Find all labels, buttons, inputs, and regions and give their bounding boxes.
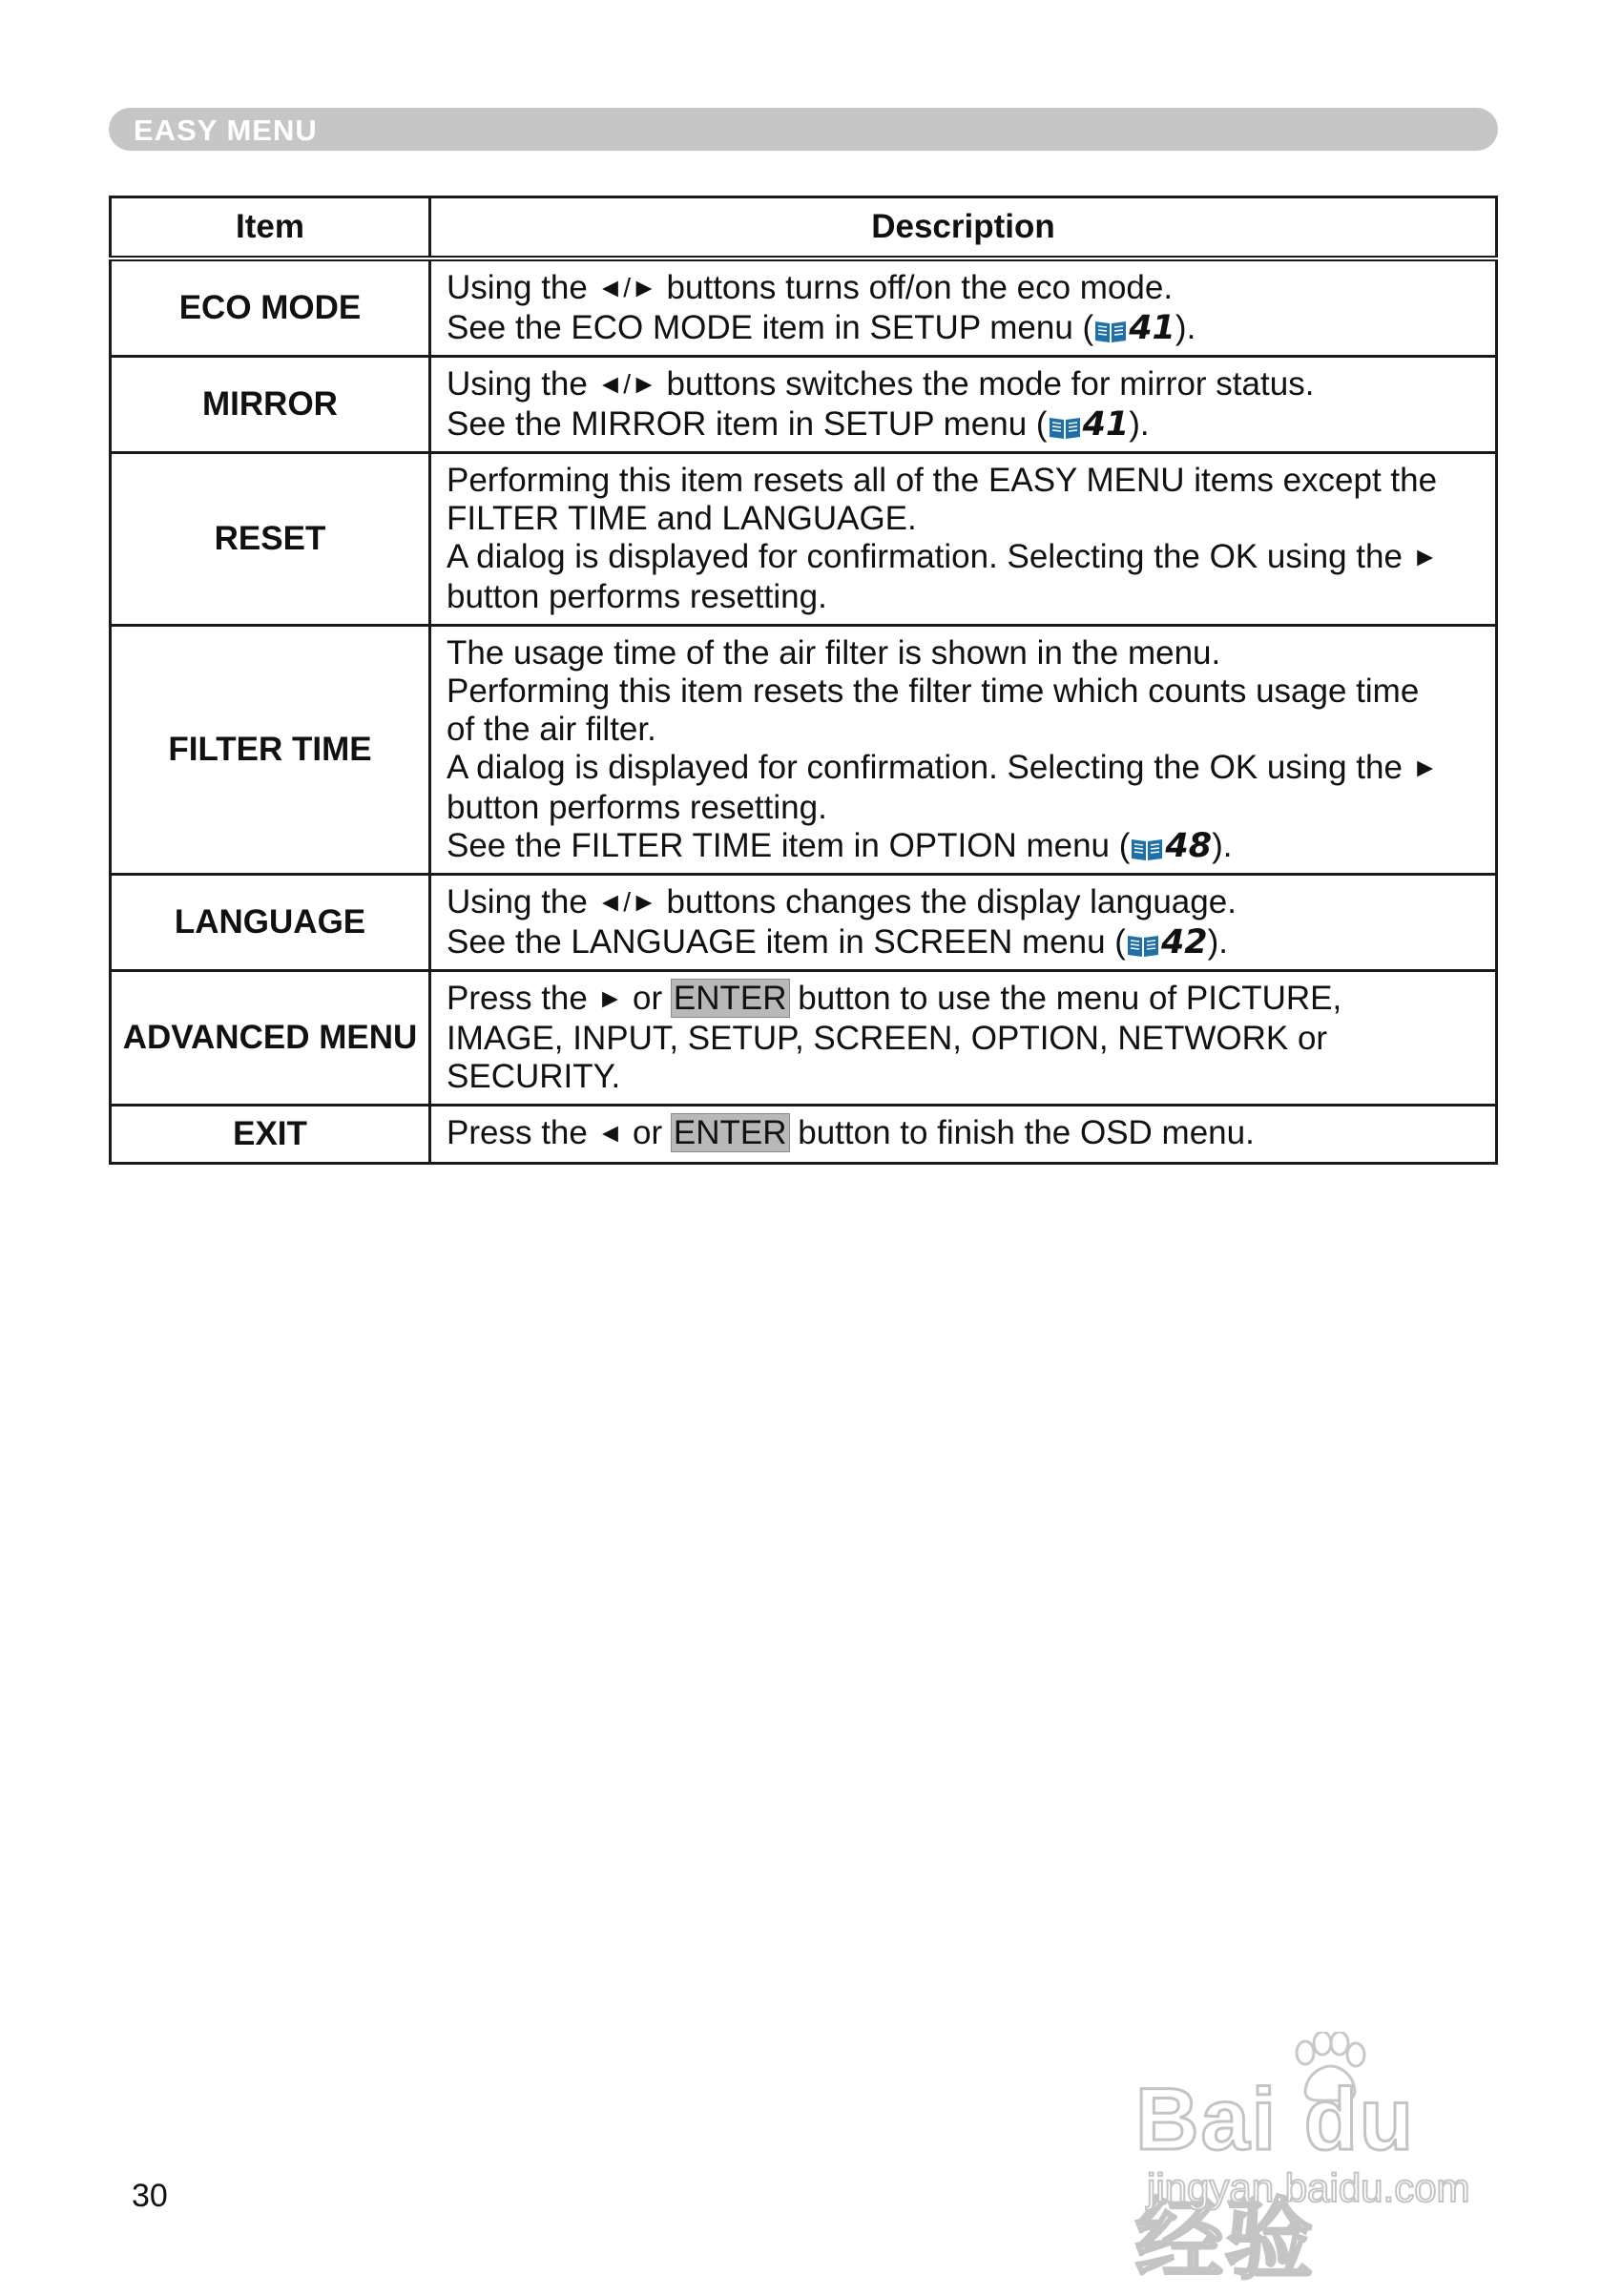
easy-menu-table (109, 196, 1498, 1165)
description-line: SECURITY. (447, 1058, 621, 1095)
baidu-watermark (1135, 2032, 1517, 2289)
manual-reference-icon (1093, 318, 1128, 344)
page-reference-number: 42 (1160, 923, 1208, 962)
arrow-button-icon: ◄/► (596, 273, 657, 302)
description-line: See the FILTER TIME item in OPTION menu ( 48). (447, 827, 1233, 865)
arrow-button-icon: ◄ (596, 1118, 624, 1148)
item-description (430, 971, 1497, 1106)
arrow-button-icon: ► (1411, 753, 1439, 782)
item-description (430, 626, 1497, 875)
description-line: See the ECO MODE item in SETUP menu ( 41). (447, 309, 1196, 347)
item-name: MIRROR (111, 357, 430, 453)
item-name: EXIT (111, 1106, 430, 1164)
enter-key-label: ENTER (673, 1114, 787, 1151)
item-name: ECO MODE (111, 259, 430, 357)
enter-key-label: ENTER (673, 980, 787, 1017)
description-line: See the LANGUAGE item in SCREEN menu ( 42). (447, 923, 1229, 962)
table-row-filter-time (111, 626, 1497, 875)
section-title: EASY MENU (134, 114, 318, 147)
manual-reference-icon (1048, 414, 1082, 441)
page-reference-number: 41 (1082, 405, 1130, 444)
description-line: Performing this item resets all of the EASY MENU items except the (447, 462, 1438, 499)
page-reference[interactable] (1093, 309, 1175, 346)
item-description (430, 453, 1497, 626)
description-line: A dialog is displayed for confirmation. Selecting the OK using the ► (447, 538, 1439, 575)
page-reference-number: 41 (1129, 309, 1175, 347)
page-reference[interactable] (1048, 405, 1130, 443)
table-body (111, 259, 1497, 1164)
item-description (430, 357, 1497, 453)
arrow-button-icon: ► (1411, 542, 1439, 571)
description-line: of the air filter. (447, 711, 656, 748)
description-line: Using the ◄/► buttons changes the display language. (447, 883, 1237, 920)
description-line: The usage time of the air filter is shown in the menu. (447, 634, 1221, 672)
page-reference[interactable] (1126, 923, 1208, 961)
item-name: LANGUAGE (111, 875, 430, 971)
column-header-item: Item (111, 197, 430, 259)
table-row-exit (111, 1106, 1497, 1164)
item-description (430, 259, 1497, 357)
description-line: Using the ◄/► buttons switches the mode for mirror status. (447, 365, 1315, 403)
description-line: button performs resetting. (447, 578, 827, 615)
item-name: FILTER TIME (111, 626, 430, 875)
item-name: RESET (111, 453, 430, 626)
description-line: See the MIRROR item in SETUP menu ( 41). (447, 405, 1150, 444)
watermark-brand: Bai du 经验 (1135, 2071, 1416, 2289)
page-reference[interactable] (1130, 827, 1212, 864)
table-row-advanced-menu (111, 971, 1497, 1106)
item-description (430, 875, 1497, 971)
description-line: Performing this item resets the filter time which counts usage time (447, 672, 1420, 710)
arrow-button-icon: ► (596, 983, 624, 1013)
item-description (430, 1106, 1497, 1164)
table-header-row (111, 197, 1497, 259)
arrow-button-icon: ◄/► (596, 369, 657, 399)
description-line: Using the ◄/► buttons turns off/on the eco mode. (447, 269, 1174, 306)
page-number: 30 (132, 2178, 168, 2214)
description-line: IMAGE, INPUT, SETUP, SCREEN, OPTION, NETWORK or (447, 1020, 1328, 1057)
page-reference-number: 48 (1165, 827, 1213, 865)
item-name: ADVANCED MENU (111, 971, 430, 1106)
table-row-eco-mode (111, 259, 1497, 357)
table-row-reset (111, 453, 1497, 626)
section-header-bar (109, 108, 1498, 151)
table-row-mirror (111, 357, 1497, 453)
manual-reference-icon (1130, 836, 1164, 862)
description-line: Press the ◄ or ENTER button to finish the OSD menu. (447, 1114, 1255, 1151)
description-line: FILTER TIME and LANGUAGE. (447, 500, 917, 537)
description-line: A dialog is displayed for confirmation. Selecting the OK using the ► (447, 749, 1439, 786)
manual-reference-icon (1126, 932, 1160, 959)
arrow-button-icon: ◄/► (596, 887, 657, 917)
column-header-description: Description (430, 197, 1497, 259)
description-line: button performs resetting. (447, 789, 827, 826)
description-line: Press the ► or ENTER button to use the menu of PICTURE, (447, 980, 1342, 1017)
table-row-language (111, 875, 1497, 971)
watermark-site: jingyan.baidu.com (1147, 2165, 1470, 2210)
